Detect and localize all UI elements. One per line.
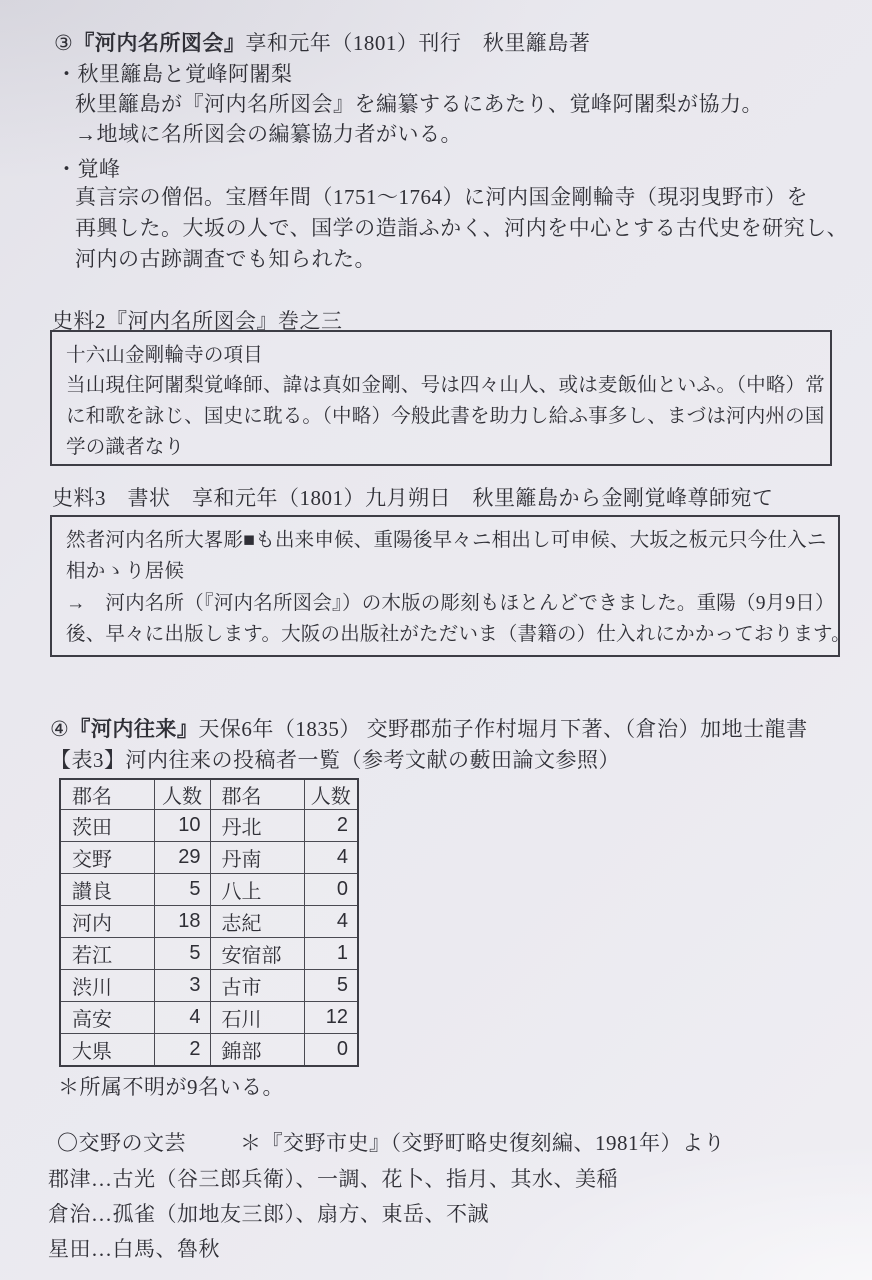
table-header-row (60, 779, 358, 810)
count-cell: 12 (304, 1002, 358, 1034)
count-cell: 1 (304, 938, 358, 970)
kakuho-bio-line-1: 真言宗の僧侶。宝暦年間（1751～1764）に河内国金剛輪寺（現羽曳野市）を (75, 185, 808, 209)
kakuho-bio-line-2: 再興した。大坂の人で、国学の造詣ふかく、河内を中心とする古代史を研究し、 (75, 216, 849, 240)
bungei-heading-left: 〇交野の文芸 (57, 1131, 186, 1155)
count-cell: 0 (304, 874, 358, 906)
section4-book-title: 『河内往来』 (69, 717, 199, 741)
bullet-akisato-arrow-note: →地域に名所図会の編纂協力者がいる。 (75, 122, 462, 146)
gun-name-cell: 高安 (60, 1002, 154, 1034)
count-cell: 3 (154, 970, 210, 1002)
table-row (60, 1034, 358, 1066)
table-row (60, 810, 358, 842)
shiryo2-heading: 史料2『河内名所図会』巻之三 (52, 309, 343, 333)
section4-number: ④ (50, 717, 70, 741)
header-gun-name-2: 郡名 (210, 779, 304, 810)
gun-name-cell: 河内 (60, 906, 154, 938)
bullet-akisato-kakuho-title: ・秋里籬島と覚峰阿闍梨 (56, 62, 293, 86)
shiryo2-box-line-3: に和歌を詠じ、国史に耽る。（中略）今般此書を助力し給ふ事多し、まづは河内州の国 (66, 406, 825, 427)
gun-name-cell: 錦部 (210, 1034, 304, 1066)
count-cell: 4 (304, 906, 358, 938)
contributors-table (59, 778, 359, 1067)
bungei-hoshida-line: 星田…白馬、魯秋 (48, 1237, 220, 1261)
shiryo3-box-line-1: 然者河内名所大畧彫■も出来申候、重陽後早々ニ相出し可申候、大坂之板元只今仕入ニ (66, 530, 827, 551)
header-count-1: 人数 (154, 779, 210, 810)
bungei-kozu-line: 郡津…古光（谷三郎兵衛）、一調、花卜、指月、其水、美稲 (48, 1167, 618, 1191)
gun-name-cell: 古市 (210, 970, 304, 1002)
header-gun-name-1: 郡名 (60, 779, 154, 810)
count-cell: 29 (154, 842, 210, 874)
section4-heading-rest: 天保6年（1835） 交野郡茄子作村堀月下著、（倉治）加地士龍書 (198, 717, 808, 741)
gun-name-cell: 若江 (60, 938, 154, 970)
gun-name-cell: 茨田 (60, 810, 154, 842)
count-cell: 5 (304, 970, 358, 1002)
table-row (60, 906, 358, 938)
shiryo2-box-line-1: 十六山金剛輪寺の項目 (66, 345, 264, 366)
shiryo2-box-line-2: 当山現住阿闍梨覚峰師、諱は真如金剛、号は四々山人、或は麦飯仙といふ。（中略）常 (66, 375, 825, 396)
gun-name-cell: 八上 (210, 874, 304, 906)
count-cell: 4 (304, 842, 358, 874)
bullet-akisato-line: 秋里籬島が『河内名所図会』を編纂するにあたり、覚峰阿闍梨が協力。 (75, 92, 763, 116)
count-cell: 5 (154, 874, 210, 906)
table-row (60, 970, 358, 1002)
count-cell: 4 (154, 1002, 210, 1034)
bullet-kakuho-title: ・覚峰 (56, 157, 121, 181)
count-cell: 2 (154, 1034, 210, 1066)
gun-name-cell: 讃良 (60, 874, 154, 906)
gun-name-cell: 石川 (210, 1002, 304, 1034)
bungei-heading-source: ＊『交野市史』（交野町略史復刻編、1981年）より (240, 1131, 725, 1155)
header-count-2: 人数 (304, 779, 358, 810)
count-cell: 5 (154, 938, 210, 970)
shiryo2-box-line-4: 学の識者なり (66, 437, 185, 458)
section3-number: ③ (54, 31, 74, 55)
section3-heading-rest: 享和元年（1801）刊行 秋里籬島著 (245, 31, 591, 55)
shiryo3-heading: 史料3 書状 享和元年（1801）九月朔日 秋里籬島から金剛覚峰尊師宛て (52, 486, 774, 510)
shiryo3-box-line-3: → 河内名所（『河内名所図会』）の木版の彫刻もほとんどできました。重陽（9月9日） (66, 593, 835, 614)
shiryo3-box-line-2: 相かゝり居候 (66, 561, 185, 582)
gun-name-cell: 丹南 (210, 842, 304, 874)
count-cell: 2 (304, 810, 358, 842)
shiryo3-box-line-4: 後、早々に出版します。大阪の出版社がただいま（書籍の）仕入れにかかっております。 (66, 624, 851, 645)
section3-heading (54, 30, 590, 56)
gun-name-cell: 安宿部 (210, 938, 304, 970)
count-cell: 0 (304, 1034, 358, 1066)
table-row (60, 1002, 358, 1034)
gun-name-cell: 志紀 (210, 906, 304, 938)
table3-caption: 【表3】河内往来の投稿者一覧（参考文献の藪田論文参照） (50, 748, 620, 772)
count-cell: 10 (154, 810, 210, 842)
gun-name-cell: 大県 (60, 1034, 154, 1066)
kakuho-bio-line-3: 河内の古跡調査でも知られた。 (75, 247, 376, 271)
table-footnote: ＊所属不明が9名いる。 (58, 1075, 284, 1099)
section4-heading (50, 716, 808, 742)
gun-name-cell: 交野 (60, 842, 154, 874)
bungei-kurajii-line: 倉治…孤雀（加地友三郎）、扇方、東岳、不誠 (48, 1202, 489, 1226)
count-cell: 18 (154, 906, 210, 938)
table-row (60, 938, 358, 970)
section3-book-title: 『河内名所図会』 (73, 31, 246, 55)
table-row (60, 874, 358, 906)
gun-name-cell: 丹北 (210, 810, 304, 842)
table-row (60, 842, 358, 874)
gun-name-cell: 渋川 (60, 970, 154, 1002)
